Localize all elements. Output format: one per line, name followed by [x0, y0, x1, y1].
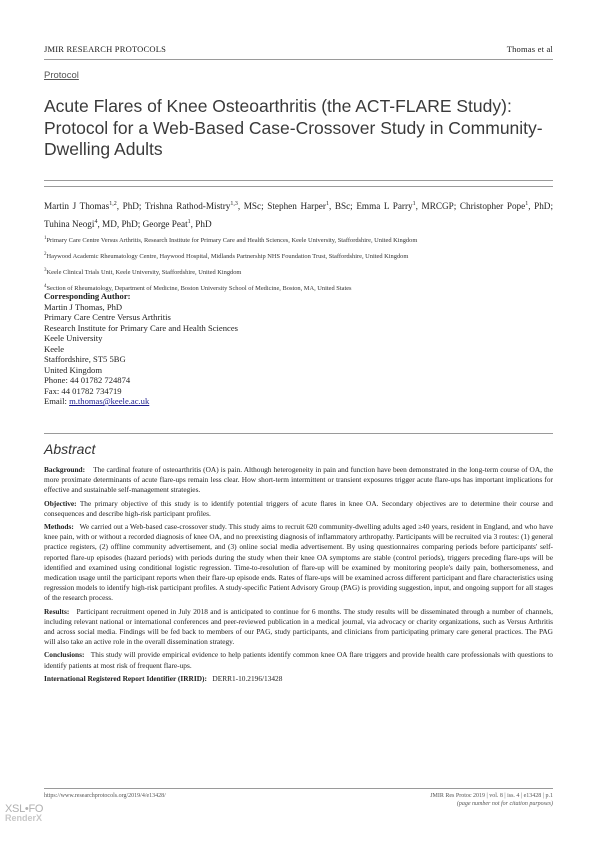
affiliation — [44, 232, 553, 248]
section-tag[interactable]: Protocol — [44, 70, 79, 81]
abstract-objective — [44, 499, 553, 519]
header-rule — [44, 59, 553, 60]
author-affil-sup: 1 — [325, 201, 329, 207]
corresponding-line: Primary Care Centre Versus Arthritis — [44, 312, 171, 322]
affiliation-text: Primary Care Centre Versus Arthritis, Research Institute for Primary Care and Health Sciences, Keele University, Staffordshire, United Kingdom — [46, 237, 418, 245]
corresponding-line: Keele — [44, 343, 65, 354]
corresponding-line: United Kingdom — [44, 364, 103, 375]
affiliation — [44, 248, 553, 264]
corresponding-line: Martin J Thomas, PhD — [44, 301, 123, 312]
corresponding-line: Fax: 44 01782 734719 — [44, 385, 122, 396]
author-degree: , PhD; — [116, 201, 145, 212]
corresponding-line: Research Institute for Primary Care and Health Sciences — [44, 322, 239, 333]
affiliation-text: Section of Rheumatology, Department of Medicine, Boston University School of Medicine, Boston, MA, United States — [46, 284, 352, 292]
author-name: Trishna Rathod-Mistry — [144, 201, 231, 212]
author-degree: , PhD — [190, 219, 212, 230]
author-affil-sup: 1 — [525, 201, 529, 207]
abstract-results — [44, 607, 553, 648]
abstract-body — [44, 465, 553, 687]
corresponding-author — [44, 291, 344, 407]
author-degree: , BSc; — [328, 201, 357, 212]
section-text: DERR1-10.2196/13428 — [212, 673, 283, 683]
author-affil-sup: 1,3 — [230, 201, 238, 207]
corresponding-heading: Corresponding Author: — [44, 291, 131, 301]
author-name: Stephen Harper — [267, 201, 326, 212]
author — [356, 201, 460, 211]
title-rule-top — [44, 180, 553, 181]
author-name: Emma L Parry — [356, 201, 413, 212]
article-title: Acute Flares of Knee Osteoarthritis (the ACT-FLARE Study): Protocol for a Web-Based Case-Crossover Study in Community-Dwelling Adults — [44, 96, 543, 159]
abstract-conclusions — [44, 650, 553, 670]
author — [267, 201, 356, 211]
author-degree: , MRCGP; — [415, 201, 460, 212]
corresponding-line: Phone: 44 01782 724874 — [44, 375, 131, 385]
author-degree: , MD, PhD; — [97, 219, 143, 230]
author-affil-sup: 4 — [94, 219, 98, 226]
affiliation — [44, 264, 553, 280]
journal-name: JMIR RESEARCH PROTOCOLS — [44, 44, 167, 54]
author-affil-sup: 1,2 — [109, 201, 117, 207]
abstract-irrid — [44, 674, 553, 684]
affiliation-number: 4 — [44, 283, 47, 289]
email-label: Email: — [44, 396, 70, 406]
renderx-logo — [5, 803, 43, 823]
affiliation-text: Keele Clinical Trials Unit, Keele University, Staffordshire, United Kingdom — [46, 268, 242, 276]
title-rule-bottom — [44, 186, 553, 187]
author-name: Tuhina Neogi — [44, 219, 95, 230]
footer-note: (page number not for citation purposes) — [456, 801, 553, 807]
section-label: Objective: — [44, 498, 77, 508]
abstract-rule — [44, 433, 553, 434]
logo-line2: RenderX — [5, 813, 43, 823]
section-text: The primary objective of this study is to identify potential triggers of acute flares in knee OA. Secondary objectives are to determine their course and consequences and describe high-risk participant profiles. — [44, 498, 553, 518]
section-text: Participant recruitment opened in July 2018 and is anticipated to continue for 6 months. The study results will be disseminated through a number of channels, including relevant national or international conferences and peer-reviewed publication in a medical journal, via advocacy or charity organizations, such as Versus Arthritis and across social media. Findings will be fed back to members of our PAG, study participants, and clinicians from participating primary care general practices. The PAG will also take an active role in the overall dissemination strategy. — [44, 606, 553, 647]
abstract-heading: Abstract — [44, 441, 96, 457]
section-label: Background: — [44, 465, 86, 474]
author-short: Thomas et al — [506, 44, 553, 54]
section-label: Methods: — [44, 522, 74, 532]
author-name: Christopher Pope — [459, 201, 526, 212]
footer-rule — [44, 788, 553, 789]
section-text: We carried out a Web-based case-crossover study. This study aims to recruit 620 community-dwelling adults aged ≥40 years, resident in England, and who have knee pain, with or without a recorded diagnosis of knee OA, and no preexisting diagnosis of inflammatory arthropathy. Participants will be recruited via 3 routes: (1) general practice registers, (2) offline community advertisement, and (3) online social media advertisement. By using questionnaires comparing periods before participants' self-reported flare-up episodes (hazard periods) with periods during the study when their knee OA symptoms are stable (control periods), triggers preceding flare-ups will be identified and examined using conditional logistic regression. Time-to-resolution of flare-up will be examined by monitoring people's daily pain, bothersomeness, and medication usage until the participant reports when their flare-up episode ends. Rates of flare-ups will be examined across different participant and flare characteristics using regression models to identify high-risk participant profiles. A study-specific Patient Advisory Group (PAG) is providing suggestion, input, and ongoing support for all stages of the research process. — [44, 522, 553, 603]
author-affil-sup: 1 — [412, 201, 416, 207]
corresponding-line: Keele University — [44, 333, 103, 343]
section-text: The cardinal feature of osteoarthritis (OA) is pain. Although heterogeneity in pain and function have been demonstrated in the long-term course of OA, the more proximate determinants of acute flare-ups remain less clear. How short-term intermittent or transient exposures trigger acute flare-ups has important implications for effective and sustainable self-management strategies. — [44, 465, 553, 495]
affiliation-list — [44, 232, 553, 296]
author — [44, 219, 143, 229]
affiliation-number: 1 — [44, 236, 47, 241]
logo-line1: XSL•FO — [5, 803, 44, 815]
author-degree: , MSc; — [237, 201, 268, 212]
author — [460, 201, 553, 211]
email-line — [44, 396, 344, 407]
author-name: Martin J Thomas — [44, 201, 110, 212]
email-link[interactable]: m.thomas@keele.ac.uk — [69, 396, 150, 406]
section-label: Conclusions: — [44, 650, 85, 660]
affiliation-number: 3 — [44, 267, 47, 273]
footer-citation: JMIR Res Protoc 2019 | vol. 8 | iss. 4 | e13428 | p.1 — [430, 793, 553, 799]
footer-url[interactable]: https://www.researchprotocols.org/2019/4/e13428/ — [44, 793, 166, 799]
author — [143, 219, 212, 229]
author — [145, 201, 267, 211]
abstract-background — [44, 465, 553, 496]
section-label: International Registered Report Identifier (IRRID): — [44, 673, 207, 683]
author-affil-sup: 1 — [187, 219, 191, 226]
author-list — [44, 196, 553, 232]
affiliation-text: Haywood Academic Rheumatology Centre, Haywood Hospital, Midlands Partnership NHS Foundation Trust, Staffordshire, United Kingdom — [46, 253, 409, 261]
section-label: Results: — [44, 606, 70, 616]
abstract-methods — [44, 522, 553, 604]
author-name: George Peat — [142, 219, 188, 230]
corresponding-line: Staffordshire, ST5 5BG — [44, 354, 126, 364]
author — [44, 201, 145, 211]
section-text: This study will provide empirical evidence to help patients identify common knee OA flare triggers and provide health care professionals with questions to identify patients at most risk of frequent flare-ups. — [44, 650, 553, 670]
affiliation-number: 2 — [44, 251, 47, 257]
author-degree: , PhD; — [528, 201, 553, 212]
